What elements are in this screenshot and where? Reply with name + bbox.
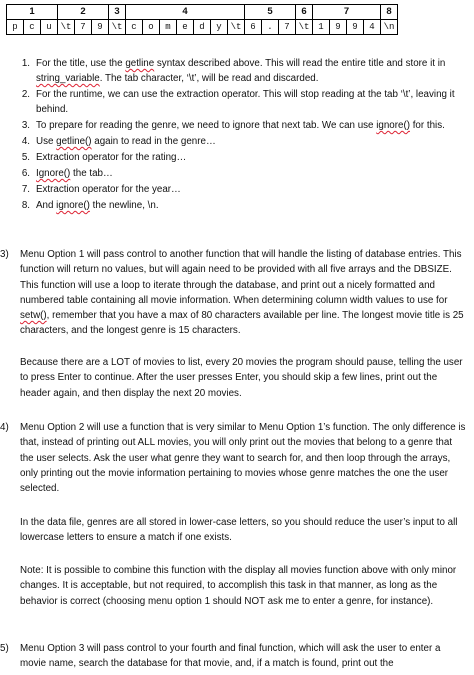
step-number: 3. bbox=[21, 120, 30, 131]
group-cell: 5 bbox=[245, 5, 296, 20]
step-number: 8. bbox=[21, 200, 30, 211]
group-cell: 4 bbox=[126, 5, 245, 20]
character-layout-table bbox=[6, 4, 398, 35]
list-item bbox=[14, 198, 462, 213]
code-term: ignore() bbox=[376, 120, 410, 131]
char-cell: 9 bbox=[347, 20, 364, 35]
step-text: And bbox=[36, 200, 57, 211]
char-cell: 9 bbox=[330, 20, 347, 35]
char-cell: o bbox=[143, 20, 160, 35]
char-cell: c bbox=[24, 20, 41, 35]
char-cell: . bbox=[262, 20, 279, 35]
char-cell: 4 bbox=[364, 20, 381, 35]
group-cell: 6 bbox=[296, 5, 313, 20]
char-cell: u bbox=[41, 20, 58, 35]
char-cell: p bbox=[7, 20, 24, 35]
char-cell: \t bbox=[109, 20, 126, 35]
code-term: getline() bbox=[56, 136, 92, 147]
code-term: ignore() bbox=[56, 200, 90, 211]
section-marker: 5) bbox=[0, 643, 9, 654]
menu-option-1-section bbox=[0, 247, 468, 339]
char-cell: 1 bbox=[313, 20, 330, 35]
paragraph-text: Menu Option 1 will pass control to another function that will handle the listing of database entries. This function will return no values, but will again need to be provided with all five arrays and the DBSIZE. This function will use a loop to iterate through the database, and print out a nicely formatted and numbered table containing all movie information. When determining column width values to use for bbox=[20, 249, 462, 306]
step-number: 7. bbox=[21, 184, 30, 195]
step-text: syntax described above. This will read the entire title and store it in bbox=[154, 58, 446, 69]
code-term: string_variable bbox=[36, 73, 100, 84]
section-marker: 3) bbox=[0, 249, 9, 260]
code-term: setw() bbox=[20, 310, 47, 322]
list-item bbox=[14, 134, 462, 149]
char-cell: \t bbox=[58, 20, 75, 35]
menu-option-3-section bbox=[0, 641, 468, 672]
section-marker: 4) bbox=[0, 422, 9, 433]
char-cell: \n bbox=[381, 20, 398, 35]
section-paragraph bbox=[0, 247, 468, 339]
step-text: again to read in the genre… bbox=[91, 136, 216, 147]
char-cell: \t bbox=[228, 20, 245, 35]
char-cell: 6 bbox=[245, 20, 262, 35]
char-cell: y bbox=[211, 20, 228, 35]
step-number: 2. bbox=[21, 89, 30, 100]
group-cell: 7 bbox=[313, 5, 381, 20]
char-cell: \t bbox=[296, 20, 313, 35]
menu-option-2-section bbox=[0, 420, 468, 496]
step-text: Extraction operator for the rating… bbox=[36, 152, 187, 163]
lowercase-paragraph: In the data file, genres are all stored in lower-case letters, so you should reduce the user’s input to all lowercase letters to ensure a match if one exists. bbox=[20, 517, 458, 544]
list-item bbox=[14, 118, 462, 133]
step-text: For the runtime, we can use the extraction operator. This will stop reading at the tab ‘\t’, leaving it behind. bbox=[36, 89, 455, 115]
step-text: the newline, \n. bbox=[89, 200, 159, 211]
section-paragraph: Menu Option 2 will use a function that is very similar to Menu Option 1’s function. The only difference is that, instead of printing out ALL movies, you will only print out the movies that belong to a genre that the user selects. Ask the user what genre they want to search for, and then loop through the arrays, only printing out the movie information pertaining to movies whose genre matches the one the user selected. bbox=[20, 422, 466, 495]
step-text: Use bbox=[36, 136, 57, 147]
step-text: the tab… bbox=[70, 168, 113, 179]
char-cell: e bbox=[177, 20, 194, 35]
char-cell: m bbox=[160, 20, 177, 35]
step-text: Extraction operator for the year… bbox=[36, 184, 181, 195]
note-paragraph: Note: It is possible to combine this function with the display all movies function above with only minor changes. It is acceptable, but not required, to accomplish this task in that manner, as long as the behavior is correct (choosing menu option 1 should NOT ask me to enter a genre, for instance). bbox=[20, 565, 457, 607]
char-cell: c bbox=[126, 20, 143, 35]
list-item bbox=[14, 87, 462, 117]
list-item bbox=[14, 182, 462, 197]
code-term: getline bbox=[125, 58, 155, 69]
step-text: for this. bbox=[409, 120, 445, 131]
group-cell: 3 bbox=[109, 5, 126, 20]
step-text: . The tab character, ‘\t’, will be read and discarded. bbox=[99, 73, 319, 84]
code-term: Ignore() bbox=[36, 168, 71, 179]
list-item bbox=[14, 56, 462, 86]
char-cell: d bbox=[194, 20, 211, 35]
list-item bbox=[14, 150, 462, 165]
char-cell: 9 bbox=[92, 20, 109, 35]
section-paragraph: Menu Option 3 will pass control to your fourth and final function, which will ask the user to enter a movie name, search the database for that movie, and, if a match is found, print out the bbox=[20, 643, 441, 670]
char-cell: 7 bbox=[75, 20, 92, 35]
character-row bbox=[7, 20, 398, 35]
step-number: 6. bbox=[21, 168, 30, 179]
char-cell: 7 bbox=[279, 20, 296, 35]
group-cell: 8 bbox=[381, 5, 398, 20]
step-number: 1. bbox=[21, 58, 30, 69]
paragraph-text: , remember that you have a max of 80 characters available per line. The longest movie title is 25 characters, and the longest genre is 15 characters. bbox=[20, 310, 464, 337]
group-cell: 2 bbox=[58, 5, 109, 20]
group-cell: 1 bbox=[7, 5, 58, 20]
step-number: 4. bbox=[21, 136, 30, 147]
list-item bbox=[14, 166, 462, 181]
group-number-row bbox=[7, 5, 398, 20]
pause-paragraph: Because there are a LOT of movies to list, every 20 movies the program should pause, telling the user to press Enter to continue. After the user presses Enter, you should skip a few lines, print out the header again, and then display the next 20 movies. bbox=[20, 357, 463, 399]
step-number: 5. bbox=[21, 152, 30, 163]
step-text: To prepare for reading the genre, we need to ignore that next tab. We can use bbox=[36, 120, 377, 131]
step-text: For the title, use the bbox=[36, 58, 126, 69]
parsing-steps-list bbox=[14, 56, 462, 214]
